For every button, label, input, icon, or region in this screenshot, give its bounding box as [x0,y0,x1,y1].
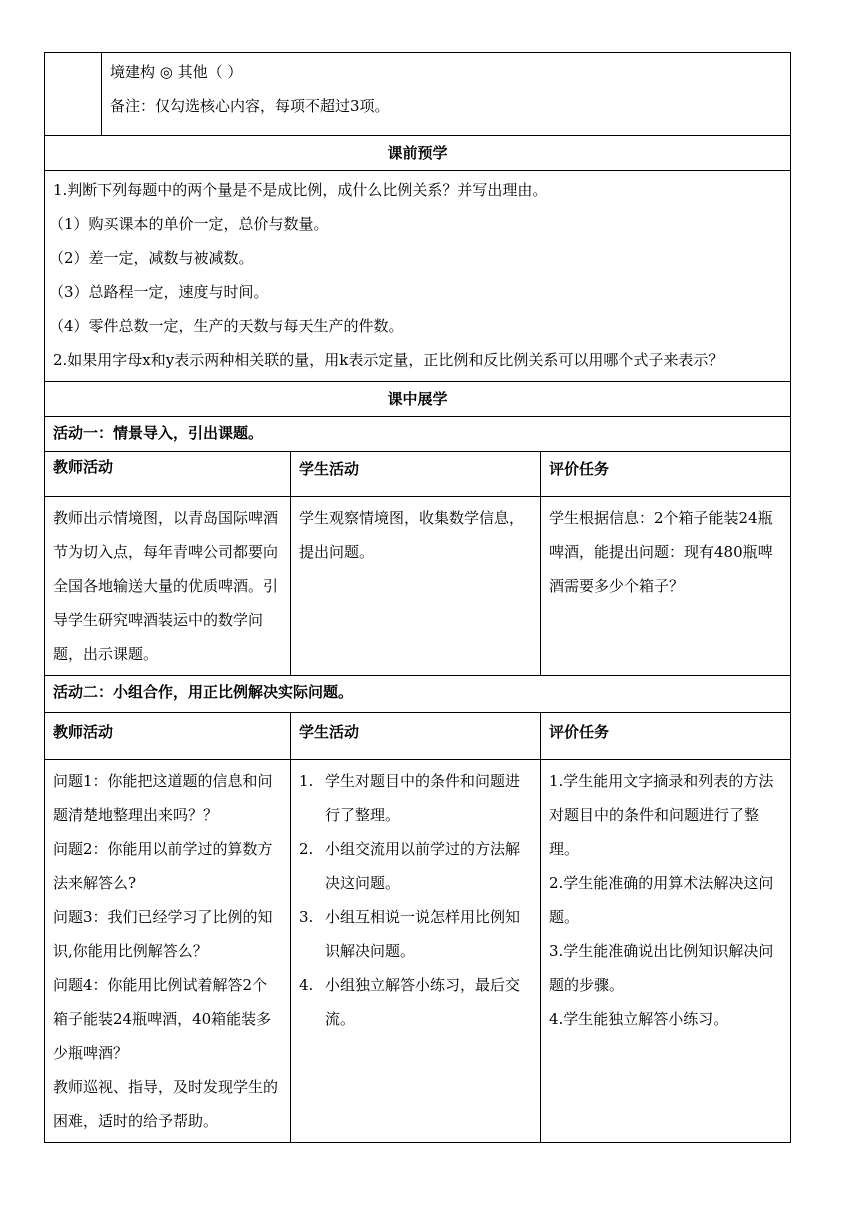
activity-1-student-header: 学生活动 [291,452,541,497]
activity-2-eval-content [541,760,791,1143]
eval-item: 1.学生能用文字摘录和列表的方法对题目中的条件和问题进行了整理。 [549,772,774,858]
activity-2-teacher-content [45,760,291,1143]
pre-study-item: （3）总路程一定，速度与时间。 [49,283,269,301]
lesson-plan-sheet [44,52,790,1143]
teacher-question-2: 问题2：你能用以前学过的算数方法来解答么? [53,840,273,892]
teacher-question-1: 问题1：你能把这道题的信息和问题清楚地整理出来吗？？ [53,772,273,824]
eval-item: 2.学生能准确的用算术法解决这问题。 [549,874,774,926]
pre-study-item: （2）差一定，减数与被减数。 [49,249,254,267]
activity-1-teacher-content: 教师出示情境图，以青岛国际啤酒节为切入点，每年青啤公司都要向全国各地输送大量的优质啤酒。引导学生研究啤酒装运中的数学问题，出示课题。 [45,497,291,676]
student-activity-list [299,764,532,1036]
pre-study-question-1: 1.判断下列每题中的两个量是不是成比例，成什么比例关系？并写出理由。 [53,181,548,199]
teacher-question-3: 问题3：我们已经学习了比例的知识,你能用比例解答么？ [53,908,273,960]
in-class-title: 课中展学 [45,382,791,417]
eval-item: 3.学生能准确说出比例知识解决问题的步骤。 [549,942,774,994]
activity-2-teacher-header: 教师活动 [45,713,291,760]
teacher-question-4: 问题4：你能用比例试着解答2个箱子能装24瓶啤酒，40箱能装多少瓶啤酒？ [53,976,272,1062]
activity-2-title: 活动二：小组合作，用正比例解决实际问题。 [45,676,791,713]
activity-1-teacher-header: 教师活动 [45,452,291,497]
pre-study-item: （4）零件总数一定，生产的天数与每天生产的件数。 [49,317,404,335]
remark-line: 备注：仅勾选核心内容，每项不超过3项。 [110,97,390,115]
activity-1-student-content: 学生观察情境图，收集数学信息，提出问题。 [291,497,541,676]
activity-1-eval-header: 评价任务 [541,452,791,497]
left-blank-cell [45,53,102,136]
activity-1-eval-content: 学生根据信息：2个箱子能装24瓶啤酒，能提出问题：现有480瓶啤酒需要多少个箱子？ [541,497,791,676]
teacher-guidance: 教师巡视、指导，及时发现学生的困难，适时的给予帮助。 [53,1078,279,1130]
student-activity-item: 2. 小组交流用以前学过的方法解决这问题。 [299,840,521,892]
pre-study-question-2: 2.如果用字母x和y表示两种相关联的量，用k表示定量，正比例和反比例关系可以用哪个式子来表示？ [53,351,724,369]
pre-study-title: 课前预学 [45,136,791,171]
method-options-line: 境建构 ◎ 其他（ ） [110,63,243,81]
activity-2-eval-header: 评价任务 [541,713,791,760]
activity-1-title: 活动一：情景导入，引出课题。 [45,417,791,452]
student-activity-item: 3. 小组互相说一说怎样用比例知识解决问题。 [299,908,521,960]
pre-study-content [45,171,791,382]
top-section-cell [102,53,791,136]
student-activity-item: 1. 学生对题目中的条件和问题进行了整理。 [299,772,521,824]
eval-item: 4.学生能独立解答小练习。 [549,1010,729,1028]
activity-2-student-header: 学生活动 [291,713,541,760]
pre-study-item: （1）购买课本的单价一定，总价与数量。 [49,215,329,233]
lesson-plan-table [44,52,791,1143]
student-activity-item: 4. 小组独立解答小练习，最后交流。 [299,976,521,1028]
activity-2-student-content [291,760,541,1143]
